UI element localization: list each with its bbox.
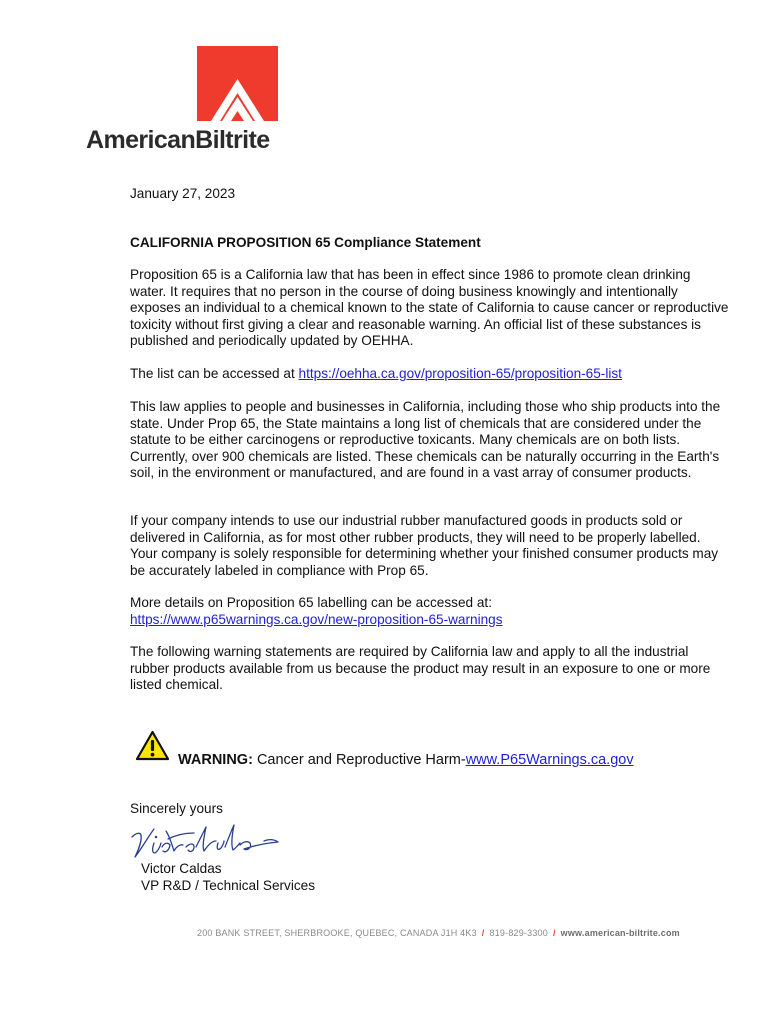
p65-warnings-link[interactable]: www.P65Warnings.ca.gov [465, 752, 634, 768]
paragraph-warning-statements: The following warning statements are required by California law and apply to all the industrial rubber products available from us because the product may result in an exposure to one or more listed chemical. [130, 644, 711, 692]
footer-separator-2: / [552, 928, 556, 938]
details-intro: More details on Proposition 65 labelling can be accessed at: [130, 595, 492, 610]
letter-date: January 27, 2023 [130, 186, 236, 201]
list-access-intro: The list can be accessed at [130, 366, 299, 381]
letter-subject: CALIFORNIA PROPOSITION 65 Compliance Statement [130, 235, 481, 250]
warning-triangle-icon [135, 730, 170, 761]
handwritten-signature [128, 815, 288, 863]
closing-salutation: Sincerely yours [130, 801, 223, 816]
footer-address: 200 BANK STREET, SHERBROOKE, QUEBEC, CANADA J1H 4K3 [197, 928, 477, 938]
p65-warnings-details-link[interactable]: https://www.p65warnings.ca.gov/new-proposition-65-warnings [130, 611, 503, 627]
oehha-list-link[interactable]: https://oehha.ca.gov/proposition-65/proposition-65-list [298, 366, 622, 381]
list-access-line [130, 366, 730, 383]
company-name: AmericanBiltrite [86, 126, 270, 154]
paragraph-prop65-intro: Proposition 65 is a California law that has been in effect since 1986 to promote clean drinking water. It requires that no person in the course of doing business knowingly and intentionally exposes an individual to a chemical known to the state of California to cause cancer or reproductive toxicity without first giving a clear and reasonable warning. An official list of these substances is published and periodically updated by OEHHA. [130, 267, 729, 348]
warning-label: WARNING: [178, 752, 253, 768]
paragraph-company-responsibility: If your company intends to use our industrial rubber manufactured goods in products sold or delivered in California, as for most other rubber products, they will need to be properly labelled. Your company is solely responsible for determining whether your finished consumer products may be accurately labeled in compliance with Prop 65. [130, 513, 719, 578]
warning-text: Cancer and Reproductive Harm- [252, 752, 466, 768]
signer-title: VP R&D / Technical Services [141, 878, 316, 893]
footer-separator: / [481, 928, 485, 938]
footer-website: www.american-biltrite.com [560, 928, 680, 938]
warning-statement [178, 752, 634, 768]
company-logo-icon [197, 46, 278, 121]
details-block [130, 595, 730, 628]
footer-phone: 819-829-3300 [489, 928, 548, 938]
letterhead-footer [197, 928, 680, 938]
paragraph-law-applies: This law applies to people and businesses in California, including those who ship products into the state. Under Prop 65, the State maintains a long list of chemicals that are considered under the statute to be either carcinogens or reproductive toxicants. Many chemicals are on both lists. Currently, over 900 chemicals are listed. These chemicals can be naturally occurring in the Earth's soil, in the environment or manufactured, and are found in a vast array of consumer products. [130, 399, 721, 480]
signer-name: Victor Caldas [141, 861, 222, 876]
